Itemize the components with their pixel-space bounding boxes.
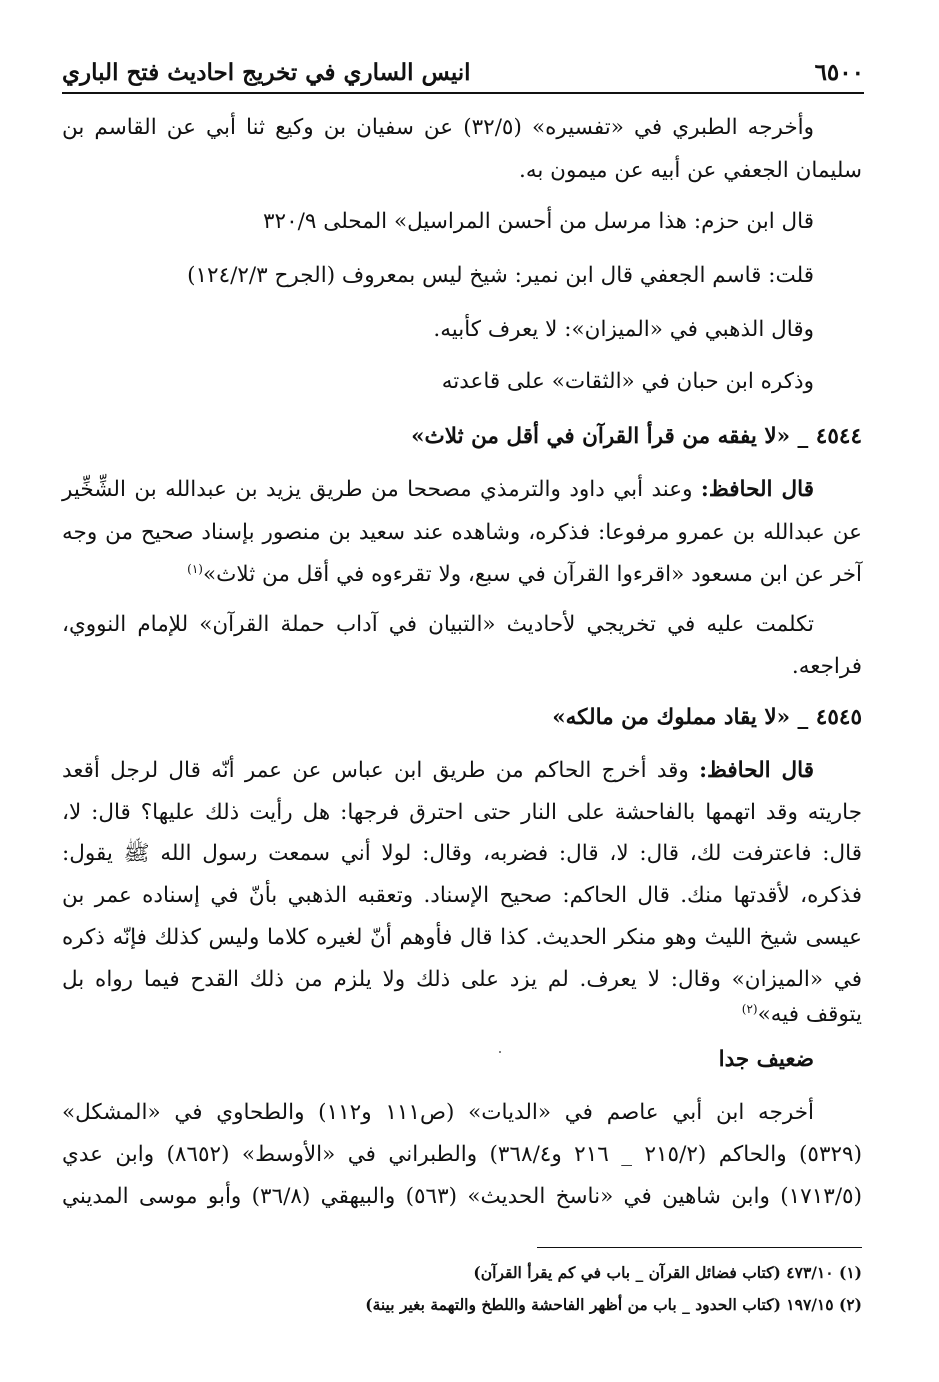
hadith-heading-4545: ٤٥٤٥ _ «لا يقاد مملوك من مالكه» [552,705,862,730]
footnote-ref: (١) [187,561,203,576]
hafiz-label: قال الحافظ: [699,758,814,783]
text-line: تكلمت عليه في تخريجي لأحاديث «التبيان في آداب حملة القرآن» للإمام النووي، [62,612,814,637]
header-rule [62,92,864,94]
text-line: جاريته وقد اتهمها بالفاحشة على النار حتى احترق فرجها: هل رأيت ذلك عليها؟ قال: لا، [62,800,862,825]
speck [499,1051,501,1053]
text-line: (١٧١٣/٥) وابن شاهين في «ناسخ الحديث» (٥٦٣) والبيهقي (٣٦/٨) وأبو موسى المديني [62,1184,862,1209]
text-line: قال ابن حزم: هذا مرسل من أحسن المراسيل» المحلى ٣٢٠/٩ [263,209,814,234]
footnote-ref: (٢) [741,1001,758,1016]
text-line: عن عبدالله بن عمرو مرفوعا: فذكره، وشاهده عند سعيد بن منصور بإسناد صحيح من وجه [62,520,862,545]
text-line: قال: فاعترفت لك، قال: لا، قال: فضربه، وقال: لولا أني سمعت رسول الله ﷺ يقول: [62,841,862,866]
text-line: وأخرجه الطبري في «تفسيره» (٣٢/٥) عن سفيان بن وكيع ثنا أبي عن القاسم بن [62,115,814,140]
page-number: ٦٥٠٠ [814,58,864,86]
text-line: فذكره، لأقدتها منك. قال الحاكم: صحيح الإسناد. وتعقبه الذهبي بأنّ في إسناده عمر بن [62,883,862,908]
grading-label: ضعيف جدا [718,1047,814,1072]
text-line: سليمان الجعفي عن أبيه عن ميمون به. [518,158,862,183]
text-line [62,751,814,791]
text-line: أخرجه ابن أبي عاصم في «الديات» (ص١١١ و١١٢) والطحاوي في «المشكل» [62,1100,814,1125]
line-text: آخر عن ابن مسعود «اقرءوا القرآن في سبع، ولا تقرءوه في أقل من ثلاث» [202,562,862,587]
text-line: وذكره ابن حبان في «الثقات» على قاعدته [441,369,814,394]
line-text: وعند أبي داود والترمذي مصححا من طريق يزيد بن عبدالله بن الشِّخِّير [62,477,701,502]
text-line: عيسى شيخ الليث وهو منكر الحديث. كذا قال فأوهم أنّ لغيره كلاما وليس كذلك فإنّه ذكره [62,925,862,950]
text-line: (٥٣٢٩) والحاكم (٢١٥/٢ _ ٢١٦ و٣٦٨/٤) والطبراني في «الأوسط» (٨٦٥٢) وابن عدي [62,1142,862,1167]
hadith-heading-4544: ٤٥٤٤ _ «لا يفقه من قرأ القرآن في أقل من ثلاث» [411,424,862,449]
hafiz-label: قال الحافظ: [700,477,814,502]
text-line: في «الميزان» وقال: لا يعرف. لم يزد على ذلك ولا يلزم من ذلك القدح فيما رواه بل [62,967,862,992]
text-line: قلت: قاسم الجعفي قال ابن نمير: شيخ ليس بمعروف (الجرح ١٢٤/٢/٣) [187,263,814,288]
text-line [62,470,814,510]
text-line: فراجعه. [791,654,862,679]
text-line: وقال الذهبي في «الميزان»: لا يعرف كأبيه. [433,317,814,342]
running-header [62,52,864,92]
text-line [62,555,862,595]
footnote-1: (١) ٤٧٣/١٠ (كتاب فضائل القرآن _ باب في كم يقرأ القرآن) [473,1263,862,1282]
footnote-rule [537,1247,862,1248]
text-line [62,995,862,1035]
line-text: وقد أخرج الحاكم من طريق ابن عباس عن عمر أنّه قال لرجل أقعد [62,758,700,783]
line-text: يتوقف فيه» [757,1002,862,1027]
footnote-2: (٢) ١٩٧/١٥ (كتاب الحدود _ باب من أظهر الفاحشة واللطخ والتهمة بغير بينة) [365,1295,862,1314]
book-title: انيس الساري في تخريج احاديث فتح الباري [62,58,471,86]
